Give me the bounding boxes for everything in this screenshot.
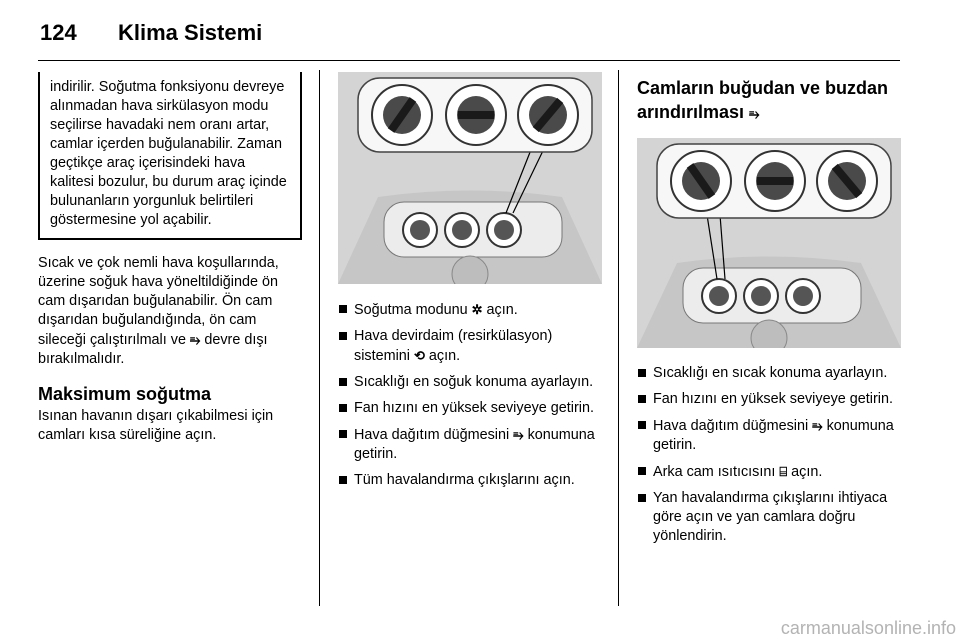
defrost-icon: ⥱	[749, 106, 760, 121]
note-box	[38, 72, 302, 240]
paragraph: Isınan havanın dışarı çıkabilmesi için camları kısa süreliğine açın.	[38, 408, 274, 443]
note-text: indirilir. Soğutma fonksiyonu devreye alınmadan hava sirkülasyon modu seçilirse havadaki nem oranı artar, camlar içerden buğulanabilir. Zaman geçtikçe araç içerisindeki hava kalitesi bozulur, bu durum araç içinde bulunanların yorgunluk belirtileri göstermesine yol açabilir.	[50, 79, 287, 228]
page-number: 124	[40, 20, 77, 45]
list-item: Fan hızını en yüksek seviyeye getirin.	[637, 390, 901, 409]
climate-panel-drawing	[637, 138, 901, 348]
instruction-list	[338, 300, 602, 490]
climate-control-illustration	[637, 138, 901, 348]
defrost-icon: ⥱	[189, 332, 201, 347]
list-item: Fan hızını en yüksek seviyeye getirin.	[338, 399, 602, 418]
column-divider	[618, 70, 619, 606]
list-item: Tüm havalandırma çıkışlarını açın.	[338, 471, 602, 490]
header-divider	[38, 60, 900, 61]
defrost-icon: ⥱	[812, 418, 823, 433]
column-right	[637, 72, 901, 553]
paragraph-text: devre dışı bırakılmalıdır.	[38, 332, 268, 367]
list-item: Yan havalandırma çıkışlarını ihtiyaca göre açın ve yan camlara doğru yönlendirin.	[637, 489, 901, 546]
list-item: Sıcaklığı en sıcak konuma ayarlayın.	[637, 364, 901, 383]
instruction-list	[637, 364, 901, 546]
paragraph-text: Sıcak ve çok nemli hava koşullarında, üzerine soğuk hava yöneltildiğinde ön cam dışarıdan buğulanabilir. Ön cam dışarıdan buğulandığında, ön cam sileceği çalıştırılmalı ve	[38, 255, 279, 348]
section-heading: Camların buğudan ve buzdan arındırılması ⥱	[637, 76, 901, 126]
list-item: Sıcaklığı en soğuk konuma ayarlayın.	[338, 373, 602, 392]
snowflake-icon: ✲	[471, 302, 483, 317]
list-item: Hava dağıtım düğmesini ⥱ konumuna getirin.	[637, 416, 901, 455]
climate-panel-drawing	[338, 72, 602, 284]
paragraph	[38, 254, 302, 369]
defrost-icon: ⥱	[513, 427, 524, 442]
list-item: Hava dağıtım düğmesini ⥱ konumuna getirin.	[338, 425, 602, 464]
page-header	[38, 14, 898, 54]
list-item: Soğutma modunu ✲ açın.	[338, 300, 602, 320]
rear-window-heater-icon: ⌸	[779, 464, 788, 479]
watermark: carmanualsonline.info	[780, 618, 956, 638]
section-heading: Maksimum soğutma	[38, 384, 212, 404]
column-left	[38, 72, 302, 453]
column-middle	[338, 72, 602, 497]
list-item: Hava devirdaim (resirkülasyon) sistemini ⟲ açın.	[338, 327, 602, 366]
climate-control-illustration	[338, 72, 602, 284]
list-item: Arka cam ısıtıcısını ⌸ açın.	[637, 462, 901, 482]
column-divider	[319, 70, 320, 606]
recirculation-icon: ⟲	[413, 348, 425, 363]
page-title: Klima Sistemi	[118, 20, 263, 45]
